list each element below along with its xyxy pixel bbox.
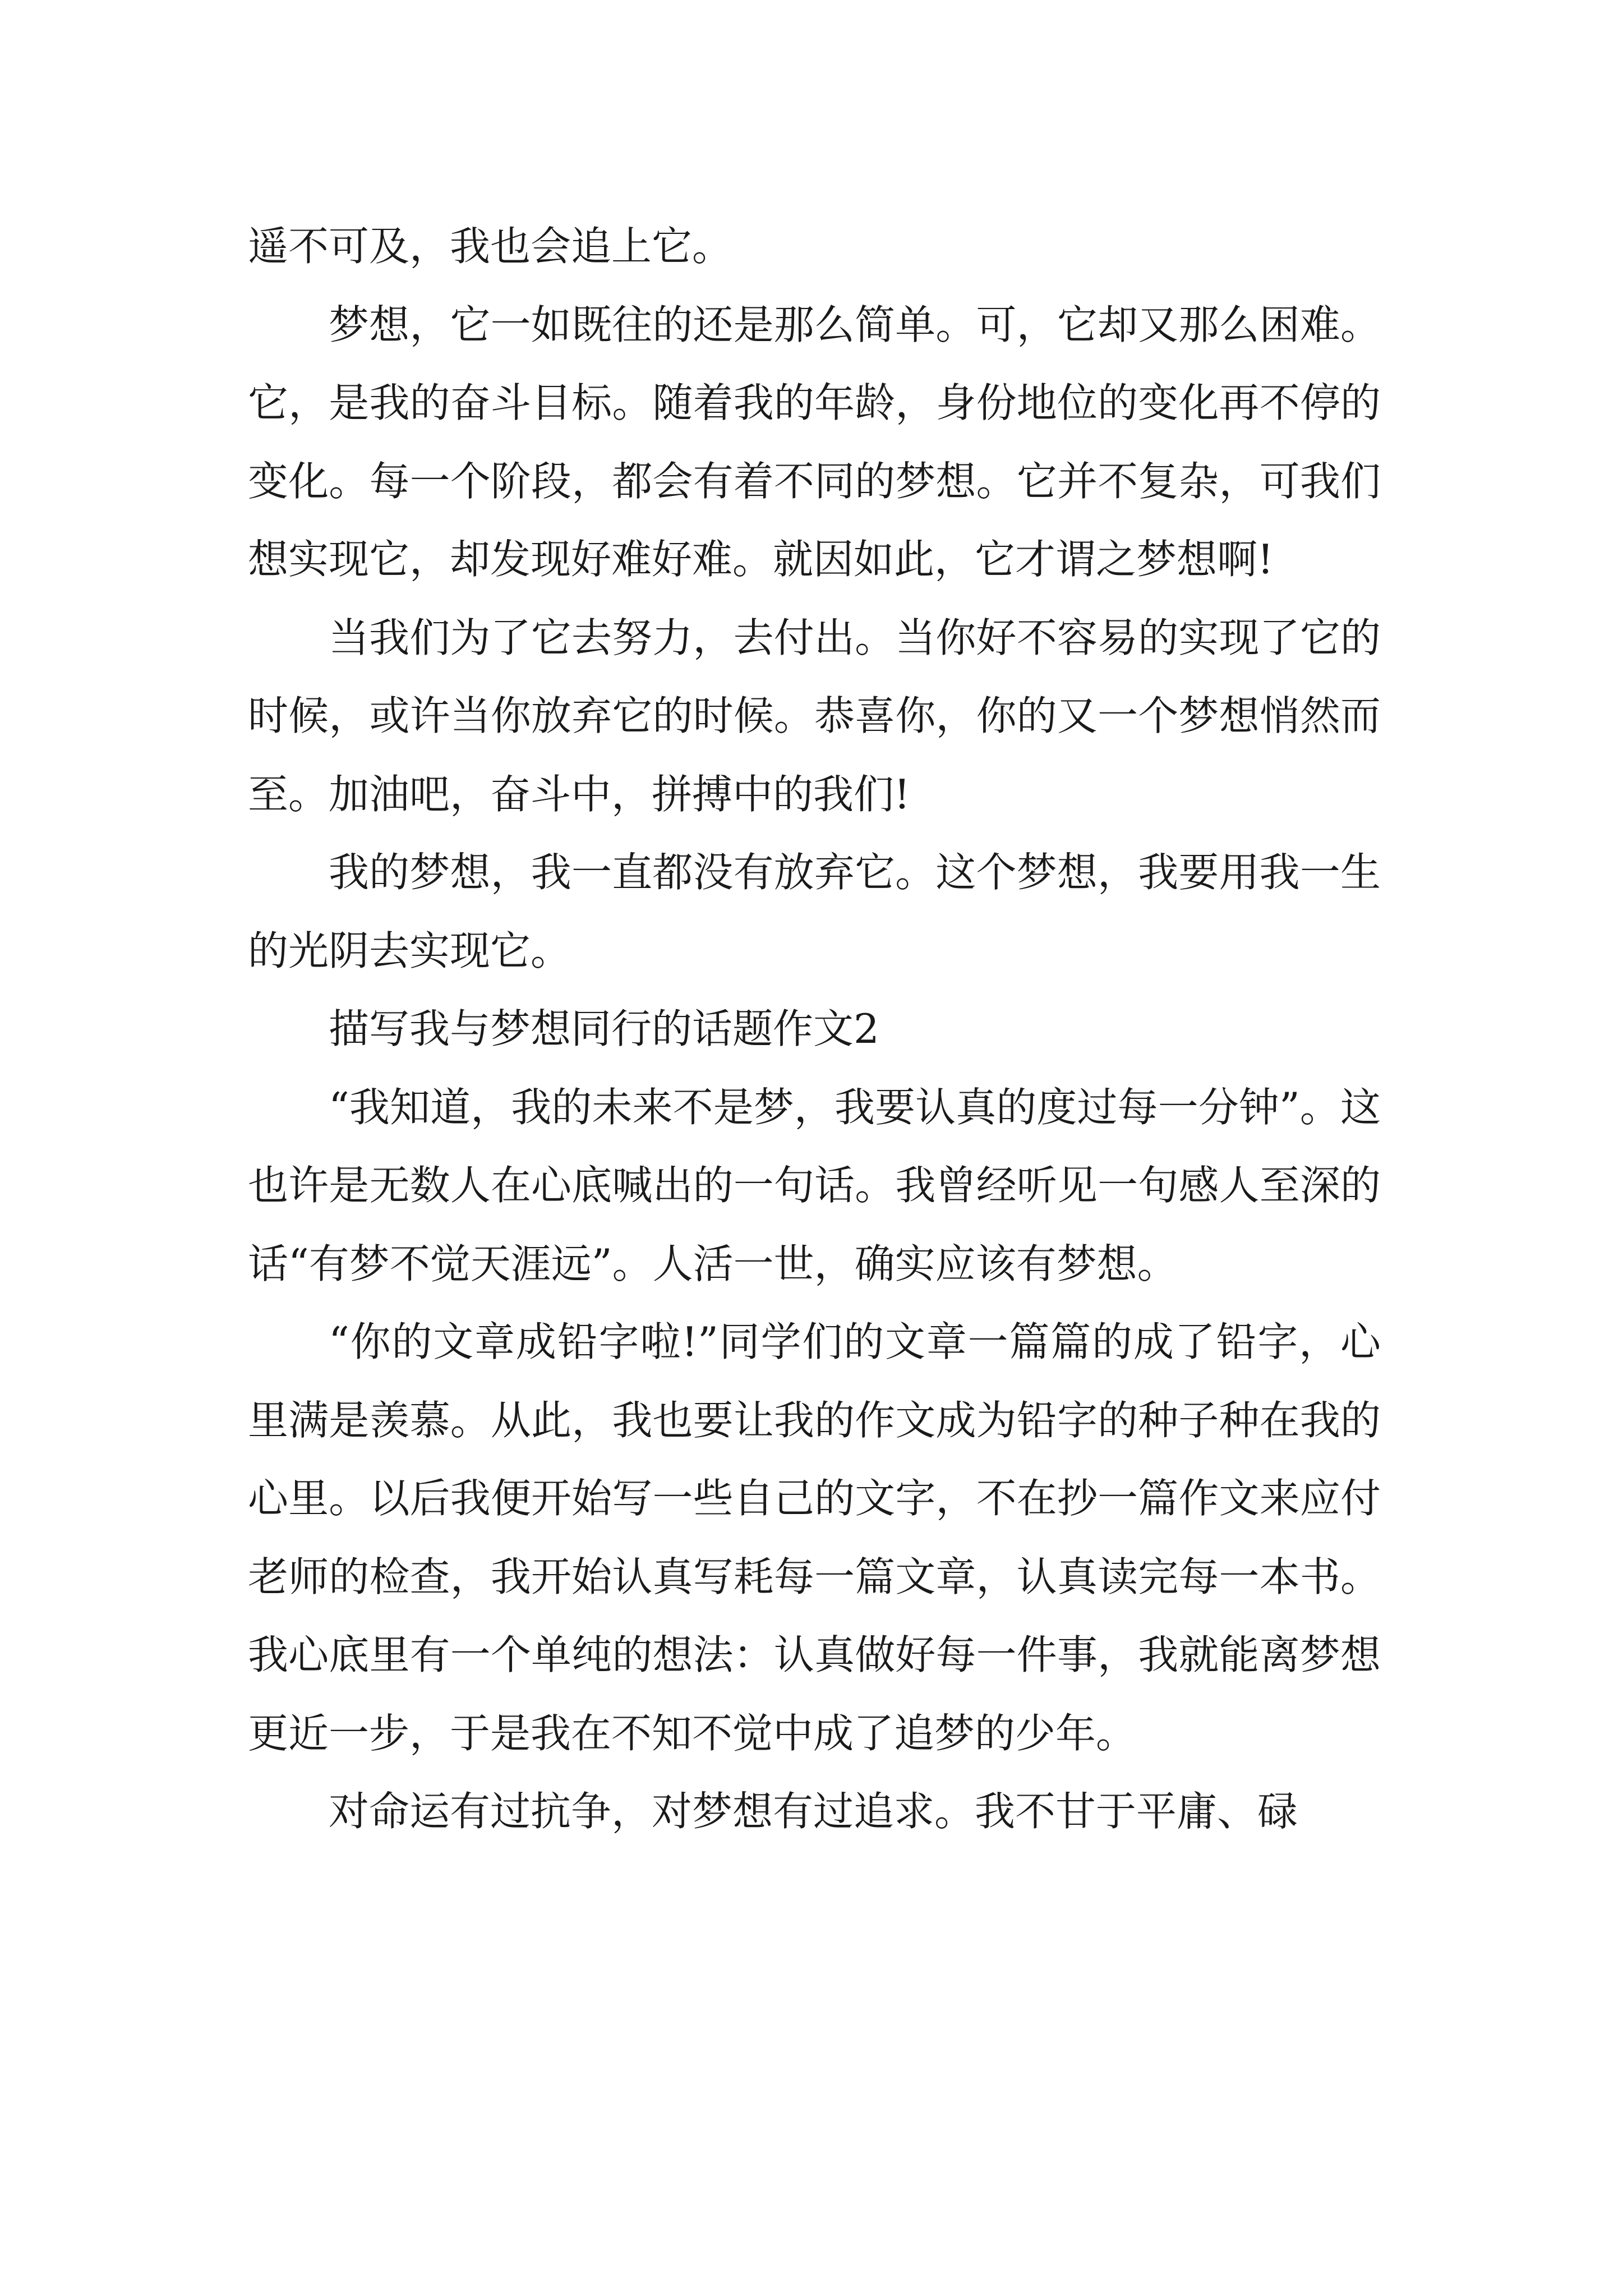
- paragraph-4: 我的梦想，我一直都没有放弃它。这个梦想，我要用我一生的光阴去实现它。: [248, 849, 1381, 974]
- paragraph-1: 遥不可及，我也会追上它。: [248, 223, 733, 270]
- paragraph-3: 当我们为了它去努力，去付出。当你好不容易的实现了它的时候，或许当你放弃它的时候。恭喜你，你的又一个梦想悄然而至。加油吧，奋斗中，拼搏中的我们!: [248, 614, 1381, 818]
- paragraph-7: 对命运有过抗争，对梦想有过追求。我不甘于平庸、碌: [329, 1788, 1298, 1835]
- paragraph-6: “你的文章成铅字啦!”同学们的文章一篇篇的成了铅字，心里满是羡慕。从此，我也要让我的作文成为铅字的种子种在我的心里。以后我便开始写一些自己的文字，不在抄一篇作文来应付老师的检查，我开始认真写耗每一篇文章，认真读完每一本书。我心底里有一个单纯的想法：认真做好每一件事，我就能离梦想更近一步，于是我在不知不觉中成了追梦的少年。: [248, 1318, 1381, 1757]
- document-body: [248, 208, 1381, 1851]
- section-heading: 描写我与梦想同行的话题作文2: [329, 1005, 879, 1052]
- paragraph-2: 梦想，它一如既往的还是那么简单。可，它却又那么困难。它，是我的奋斗目标。随着我的年龄，身份地位的变化再不停的变化。每一个阶段，都会有着不同的梦想。它并不复杂，可我们想实现它，却发现好难好难。就因如此，它才谓之梦想啊!: [248, 301, 1381, 583]
- paragraph-5: “我知道，我的未来不是梦，我要认真的度过每一分钟”。这也许是无数人在心底喊出的一句话。我曾经听见一句感人至深的话“有梦不觉天涯远”。人活一世，确实应该有梦想。: [248, 1083, 1381, 1287]
